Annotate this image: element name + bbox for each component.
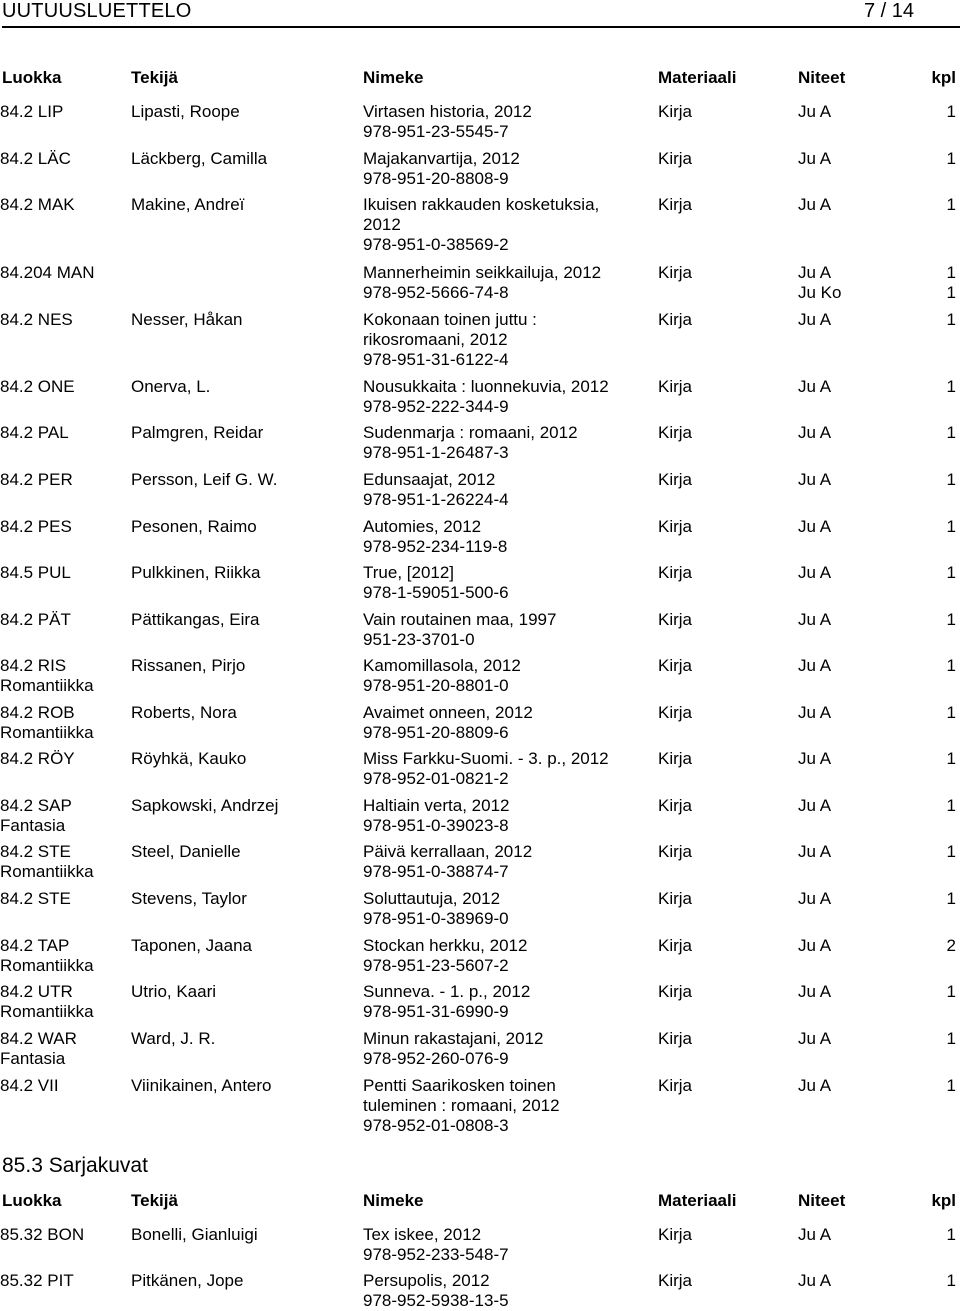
- luokka-cell-line: 84.2 VII: [0, 1076, 59, 1095]
- nimeke-cell-line: Mannerheimin seikkailuja, 2012: [363, 263, 602, 282]
- luokka-cell-line: 84.2 ONE: [0, 377, 75, 396]
- niteet-cell: [798, 749, 831, 769]
- nimeke-cell-line: 978-952-222-344-9: [363, 397, 509, 416]
- materiaali-cell: Kirja: [658, 1029, 693, 1048]
- luokka-cell: [0, 656, 94, 696]
- luokka-cell-line: 84.2 SAP: [0, 796, 72, 815]
- materiaali-cell: Kirja: [658, 377, 693, 396]
- kpl-cell: [947, 1225, 956, 1245]
- column-materiaali: Materiaali: [658, 1191, 737, 1210]
- luokka-cell-line: Romantiikka: [0, 862, 94, 881]
- materiaali-cell: Kirja: [658, 1225, 693, 1244]
- niteet-cell: [798, 470, 831, 490]
- luokka-cell: [0, 310, 73, 330]
- tekija-cell: Persson, Leif G. W.: [131, 470, 278, 489]
- luokka-cell-line: 84.2 MAK: [0, 195, 75, 214]
- kpl-cell: [947, 749, 956, 769]
- kpl-cell-line: 1: [946, 470, 956, 489]
- niteet-cell-line: Ju A: [798, 656, 832, 675]
- materiaali-cell: Kirja: [658, 517, 693, 536]
- nimeke-cell-line: Edunsaajat, 2012: [363, 470, 496, 489]
- nimeke-cell: [363, 703, 533, 743]
- luokka-cell: [0, 982, 94, 1022]
- niteet-cell: [798, 842, 831, 862]
- tekija-cell: Utrio, Kaari: [131, 982, 217, 1001]
- kpl-cell-line: 1: [946, 149, 956, 168]
- tekija-cell: Röyhkä, Kauko: [131, 749, 247, 768]
- luokka-cell-line: Romantiikka: [0, 723, 94, 742]
- tekija-cell: Viinikainen, Antero: [131, 1076, 272, 1095]
- luokka-cell: [0, 470, 73, 490]
- luokka-cell-line: 84.2 UTR: [0, 982, 73, 1001]
- kpl-cell-line: 1: [946, 889, 956, 908]
- kpl-cell-line: 1: [946, 102, 956, 121]
- niteet-cell-line: Ju A: [798, 1225, 832, 1244]
- kpl-cell-line: 1: [946, 1225, 956, 1244]
- nimeke-cell: [363, 889, 509, 929]
- nimeke-cell: [363, 1225, 509, 1265]
- nimeke-cell-line: Tex iskee, 2012: [363, 1225, 482, 1244]
- nimeke-cell: [363, 610, 556, 650]
- tekija-cell: Ward, J. R.: [131, 1029, 216, 1048]
- nimeke-cell-line: 978-951-20-8809-6: [363, 723, 509, 742]
- column-kpl: kpl: [931, 68, 956, 87]
- kpl-cell: [947, 982, 956, 1002]
- kpl-cell: [947, 263, 956, 303]
- niteet-cell-line: Ju A: [798, 470, 832, 489]
- nimeke-cell: [363, 1076, 560, 1136]
- nimeke-cell-line: 978-952-234-119-8: [363, 537, 508, 556]
- niteet-cell-line: Ju A: [798, 703, 832, 722]
- tekija-cell: Roberts, Nora: [131, 703, 237, 722]
- materiaali-cell: Kirja: [658, 749, 693, 768]
- tekija-cell: Pättikangas, Eira: [131, 610, 260, 629]
- nimeke-cell: [363, 982, 530, 1022]
- tekija-cell: Bonelli, Gianluigi: [131, 1225, 258, 1244]
- nimeke-cell-line: Minun rakastajani, 2012: [363, 1029, 544, 1048]
- luokka-cell-line: 84.2 STE: [0, 889, 71, 908]
- luokka-cell: [0, 610, 71, 630]
- nimeke-cell-line: Ikuisen rakkauden kosketuksia,: [363, 195, 600, 214]
- niteet-cell: [798, 982, 831, 1002]
- niteet-cell-line: Ju A: [798, 563, 832, 582]
- column-niteet: Niteet: [798, 1191, 846, 1210]
- niteet-cell: [798, 310, 831, 330]
- luokka-cell: [0, 102, 63, 122]
- kpl-cell: [947, 517, 956, 537]
- luokka-cell: [0, 749, 75, 769]
- nimeke-cell-line: Virtasen historia, 2012: [363, 102, 532, 121]
- materiaali-cell: Kirja: [658, 982, 693, 1001]
- nimeke-cell: [363, 310, 537, 370]
- niteet-cell: [798, 796, 831, 816]
- nimeke-cell: [363, 1029, 544, 1069]
- section-title: 85.3 Sarjakuvat: [2, 1154, 148, 1177]
- kpl-cell-line: 1: [946, 610, 956, 629]
- luokka-cell: [0, 703, 94, 743]
- column-materiaali: Materiaali: [658, 68, 737, 87]
- nimeke-cell-line: 978-951-31-6990-9: [363, 1002, 509, 1021]
- tekija-cell: Sapkowski, Andrzej: [131, 796, 279, 815]
- materiaali-cell: Kirja: [658, 842, 693, 861]
- kpl-cell: [947, 936, 956, 956]
- tekija-cell: Rissanen, Pirjo: [131, 656, 246, 675]
- kpl-cell: [947, 102, 956, 122]
- luokka-cell-line: 84.2 PER: [0, 470, 73, 489]
- luokka-cell-line: 84.2 WAR: [0, 1029, 77, 1048]
- nimeke-cell: [363, 1271, 509, 1311]
- niteet-cell-line: Ju A: [798, 517, 832, 536]
- luokka-cell-line: Romantiikka: [0, 676, 94, 695]
- luokka-cell-line: 84.2 STE: [0, 842, 71, 861]
- nimeke-cell-line: Stockan herkku, 2012: [363, 936, 528, 955]
- luokka-cell: [0, 889, 71, 909]
- luokka-cell-line: 84.5 PUL: [0, 563, 71, 582]
- page-number: 7 / 14: [863, 0, 914, 22]
- kpl-cell: [947, 610, 956, 630]
- nimeke-cell-line: Pentti Saarikosken toinen: [363, 1076, 556, 1095]
- column-kpl: kpl: [931, 1191, 956, 1210]
- niteet-cell-line: Ju A: [798, 842, 832, 861]
- nimeke-cell-line: Vain routainen maa, 1997: [363, 610, 557, 629]
- tekija-cell: Läckberg, Camilla: [131, 149, 268, 168]
- tekija-cell: Steel, Danielle: [131, 842, 241, 861]
- kpl-cell-line: 1: [946, 195, 956, 214]
- nimeke-cell: [363, 563, 509, 603]
- kpl-cell-line: 1: [946, 796, 956, 815]
- materiaali-cell: Kirja: [658, 936, 693, 955]
- luokka-cell: [0, 517, 72, 537]
- nimeke-cell-line: Majakanvartija, 2012: [363, 149, 520, 168]
- column-luokka: Luokka: [2, 68, 62, 87]
- luokka-cell-line: 84.2 PAL: [0, 423, 69, 442]
- nimeke-cell: [363, 936, 527, 976]
- luokka-cell: [0, 936, 94, 976]
- kpl-cell: [947, 377, 956, 397]
- nimeke-cell: [363, 656, 521, 696]
- nimeke-cell-line: Päivä kerrallaan, 2012: [363, 842, 533, 861]
- nimeke-cell-line: 978-1-59051-500-6: [363, 583, 509, 602]
- nimeke-cell: [363, 377, 609, 417]
- luokka-cell: [0, 149, 71, 169]
- materiaali-cell: Kirja: [658, 102, 693, 121]
- luokka-cell: [0, 842, 94, 882]
- nimeke-cell: [363, 263, 601, 303]
- kpl-cell-line: 2: [946, 936, 956, 955]
- tekija-cell: Makine, Andreï: [131, 195, 245, 214]
- column-niteet: Niteet: [798, 68, 846, 87]
- luokka-cell-line: 84.2 TAP: [0, 936, 70, 955]
- kpl-cell-line: 1: [946, 423, 956, 442]
- nimeke-cell-line: Nousukkaita : luonnekuvia, 2012: [363, 377, 609, 396]
- kpl-cell-line: 1: [946, 749, 956, 768]
- nimeke-cell-line: 978-952-01-0821-2: [363, 769, 509, 788]
- kpl-cell: [947, 195, 956, 215]
- luokka-cell-line: Fantasia: [0, 816, 66, 835]
- nimeke-cell-line: tuleminen : romaani, 2012: [363, 1096, 560, 1115]
- nimeke-cell: [363, 102, 532, 142]
- kpl-cell: [947, 1271, 956, 1291]
- niteet-cell: [798, 936, 831, 956]
- kpl-cell-line: 1: [946, 982, 956, 1001]
- niteet-cell-line: Ju A: [798, 982, 832, 1001]
- kpl-cell-line: 1: [946, 283, 956, 302]
- nimeke-cell: [363, 842, 532, 882]
- nimeke-cell-line: Soluttautuja, 2012: [363, 889, 501, 908]
- nimeke-cell-line: 951-23-3701-0: [363, 630, 475, 649]
- niteet-cell: [798, 889, 831, 909]
- niteet-cell-line: Ju A: [798, 195, 832, 214]
- niteet-cell: [798, 1076, 831, 1096]
- materiaali-cell: Kirja: [658, 889, 693, 908]
- nimeke-cell-line: 978-951-1-26224-4: [363, 490, 509, 509]
- luokka-cell-line: Romantiikka: [0, 1002, 94, 1021]
- niteet-cell: [798, 195, 831, 215]
- luokka-cell-line: 84.2 PES: [0, 517, 72, 536]
- niteet-cell-line: Ju A: [798, 889, 832, 908]
- luokka-cell: [0, 423, 69, 443]
- niteet-cell: [798, 1029, 831, 1049]
- niteet-cell-line: Ju A: [798, 149, 832, 168]
- column-nimeke: Nimeke: [363, 68, 424, 87]
- luokka-cell: [0, 563, 71, 583]
- nimeke-cell: [363, 796, 509, 836]
- kpl-cell-line: 1: [946, 656, 956, 675]
- luokka-cell-line: Romantiikka: [0, 956, 94, 975]
- nimeke-cell-line: 978-952-233-548-7: [363, 1245, 509, 1264]
- kpl-cell-line: 1: [946, 703, 956, 722]
- kpl-cell: [947, 423, 956, 443]
- niteet-cell: [798, 102, 831, 122]
- luokka-cell: [0, 377, 75, 397]
- page-header: [2, 0, 958, 22]
- tekija-cell: Nesser, Håkan: [131, 310, 243, 329]
- niteet-cell: [798, 423, 831, 443]
- nimeke-cell-line: Persupolis, 2012: [363, 1271, 490, 1290]
- tekija-cell: Stevens, Taylor: [131, 889, 247, 908]
- column-luokka: Luokka: [2, 1191, 62, 1210]
- niteet-cell-line: Ju A: [798, 749, 832, 768]
- niteet-cell: [798, 263, 841, 303]
- kpl-cell-line: 1: [946, 263, 956, 282]
- niteet-cell-line: Ju A: [798, 1029, 832, 1048]
- kpl-cell: [947, 310, 956, 330]
- niteet-cell-line: Ju A: [798, 310, 832, 329]
- materiaali-cell: Kirja: [658, 1271, 693, 1290]
- luokka-cell: [0, 263, 95, 283]
- kpl-cell: [947, 1029, 956, 1049]
- nimeke-cell-line: 978-952-01-0808-3: [363, 1116, 509, 1135]
- materiaali-cell: Kirja: [658, 563, 693, 582]
- luokka-cell: [0, 1029, 77, 1069]
- kpl-cell-line: 1: [946, 842, 956, 861]
- tekija-cell: Lipasti, Roope: [131, 102, 240, 121]
- tekija-cell: Palmgren, Reidar: [131, 423, 264, 442]
- page-title: UUTUUSLUETTELO: [2, 0, 192, 22]
- materiaali-cell: Kirja: [658, 263, 693, 282]
- niteet-cell-line: Ju A: [798, 936, 832, 955]
- kpl-cell: [947, 656, 956, 676]
- niteet-cell-line: Ju A: [798, 610, 832, 629]
- nimeke-cell-line: Avaimet onneen, 2012: [363, 703, 533, 722]
- materiaali-cell: Kirja: [658, 149, 693, 168]
- kpl-cell-line: 1: [946, 563, 956, 582]
- kpl-cell: [947, 889, 956, 909]
- materiaali-cell: Kirja: [658, 1076, 693, 1095]
- luokka-cell-line: 84.2 ROB: [0, 703, 75, 722]
- luokka-cell-line: 84.2 NES: [0, 310, 73, 329]
- nimeke-cell: [363, 470, 509, 510]
- materiaali-cell: Kirja: [658, 703, 693, 722]
- niteet-cell: [798, 149, 831, 169]
- kpl-cell-line: 1: [946, 1271, 956, 1290]
- nimeke-cell: [363, 149, 520, 189]
- niteet-cell: [798, 377, 831, 397]
- luokka-cell: [0, 796, 72, 836]
- luokka-cell: [0, 1076, 59, 1096]
- materiaali-cell: Kirja: [658, 310, 693, 329]
- luokka-cell-line: 85.32 BON: [0, 1225, 85, 1244]
- niteet-cell-line: Ju A: [798, 423, 832, 442]
- luokka-cell: [0, 1225, 84, 1245]
- luokka-cell-line: 84.204 MAN: [0, 263, 95, 282]
- niteet-cell: [798, 610, 831, 630]
- nimeke-cell-line: 978-951-0-39023-8: [363, 816, 509, 835]
- luokka-cell-line: 84.2 PÄT: [0, 610, 71, 629]
- kpl-cell: [947, 842, 956, 862]
- nimeke-cell-line: 978-951-20-8808-9: [363, 169, 509, 188]
- nimeke-cell-line: Miss Farkku-Suomi. - 3. p., 2012: [363, 749, 609, 768]
- niteet-cell-line: Ju A: [798, 1271, 832, 1290]
- nimeke-cell-line: 978-951-0-38569-2: [363, 235, 509, 254]
- luokka-cell-line: Fantasia: [0, 1049, 66, 1068]
- materiaali-cell: Kirja: [658, 470, 693, 489]
- luokka-cell-line: 84.2 RIS: [0, 656, 67, 675]
- nimeke-cell: [363, 423, 578, 463]
- niteet-cell-line: Ju Ko: [798, 283, 842, 302]
- kpl-cell-line: 1: [946, 310, 956, 329]
- nimeke-cell-line: True, [2012]: [363, 563, 455, 582]
- tekija-cell: Pesonen, Raimo: [131, 517, 257, 536]
- niteet-cell: [798, 1225, 831, 1245]
- materiaali-cell: Kirja: [658, 656, 693, 675]
- column-header-2: [0, 1191, 960, 1213]
- materiaali-cell: Kirja: [658, 796, 693, 815]
- nimeke-cell-line: Automies, 2012: [363, 517, 482, 536]
- tekija-cell: Onerva, L.: [131, 377, 211, 396]
- column-tekija: Tekijä: [131, 68, 178, 87]
- column-header: [0, 68, 960, 90]
- kpl-cell-line: 1: [946, 517, 956, 536]
- nimeke-cell-line: 978-951-23-5545-7: [363, 122, 509, 141]
- tekija-cell: Pitkänen, Jope: [131, 1271, 244, 1290]
- niteet-cell-line: Ju A: [798, 263, 832, 282]
- nimeke-cell-line: Haltiain verta, 2012: [363, 796, 510, 815]
- nimeke-cell-line: 978-952-5938-13-5: [363, 1291, 509, 1310]
- niteet-cell-line: Ju A: [798, 102, 832, 121]
- tekija-cell: Taponen, Jaana: [131, 936, 252, 955]
- nimeke-cell-line: 978-951-23-5607-2: [363, 956, 509, 975]
- materiaali-cell: Kirja: [658, 423, 693, 442]
- luokka-cell-line: 84.2 RÖY: [0, 749, 75, 768]
- nimeke-cell-line: 978-951-31-6122-4: [363, 350, 509, 369]
- column-nimeke: Nimeke: [363, 1191, 424, 1210]
- luokka-cell-line: 84.2 LÄC: [0, 149, 71, 168]
- niteet-cell: [798, 517, 831, 537]
- nimeke-cell: [363, 749, 609, 789]
- niteet-cell-line: Ju A: [798, 377, 832, 396]
- niteet-cell: [798, 703, 831, 723]
- nimeke-cell-line: Kokonaan toinen juttu :: [363, 310, 537, 329]
- niteet-cell-line: Ju A: [798, 796, 832, 815]
- kpl-cell: [947, 470, 956, 490]
- kpl-cell: [947, 796, 956, 816]
- tekija-cell: Pulkkinen, Riikka: [131, 563, 261, 582]
- luokka-cell: [0, 195, 75, 215]
- materiaali-cell: Kirja: [658, 195, 693, 214]
- nimeke-cell-line: Kamomillasola, 2012: [363, 656, 521, 675]
- nimeke-cell: [363, 195, 599, 255]
- nimeke-cell-line: 978-952-5666-74-8: [363, 283, 509, 302]
- kpl-cell: [947, 563, 956, 583]
- luokka-cell: [0, 1271, 74, 1291]
- niteet-cell: [798, 1271, 831, 1291]
- nimeke-cell: [363, 517, 507, 557]
- header-rule: [2, 26, 960, 28]
- nimeke-cell-line: 978-951-0-38874-7: [363, 862, 509, 881]
- nimeke-cell-line: 978-951-20-8801-0: [363, 676, 509, 695]
- kpl-cell-line: 1: [946, 1029, 956, 1048]
- nimeke-cell-line: 978-951-1-26487-3: [363, 443, 509, 462]
- nimeke-cell-line: 978-952-260-076-9: [363, 1049, 509, 1068]
- kpl-cell-line: 1: [946, 1076, 956, 1095]
- nimeke-cell-line: Sudenmarja : romaani, 2012: [363, 423, 578, 442]
- materiaali-cell: Kirja: [658, 610, 693, 629]
- luokka-cell-line: 85.32 PIT: [0, 1271, 74, 1290]
- nimeke-cell-line: 2012: [363, 215, 401, 234]
- column-tekija: Tekijä: [131, 1191, 178, 1210]
- kpl-cell: [947, 149, 956, 169]
- nimeke-cell-line: Sunneva. - 1. p., 2012: [363, 982, 531, 1001]
- kpl-cell: [947, 1076, 956, 1096]
- nimeke-cell-line: 978-951-0-38969-0: [363, 909, 509, 928]
- kpl-cell: [947, 703, 956, 723]
- luokka-cell-line: 84.2 LIP: [0, 102, 64, 121]
- niteet-cell-line: Ju A: [798, 1076, 832, 1095]
- kpl-cell-line: 1: [946, 377, 956, 396]
- nimeke-cell-line: rikosromaani, 2012: [363, 330, 508, 349]
- niteet-cell: [798, 656, 831, 676]
- niteet-cell: [798, 563, 831, 583]
